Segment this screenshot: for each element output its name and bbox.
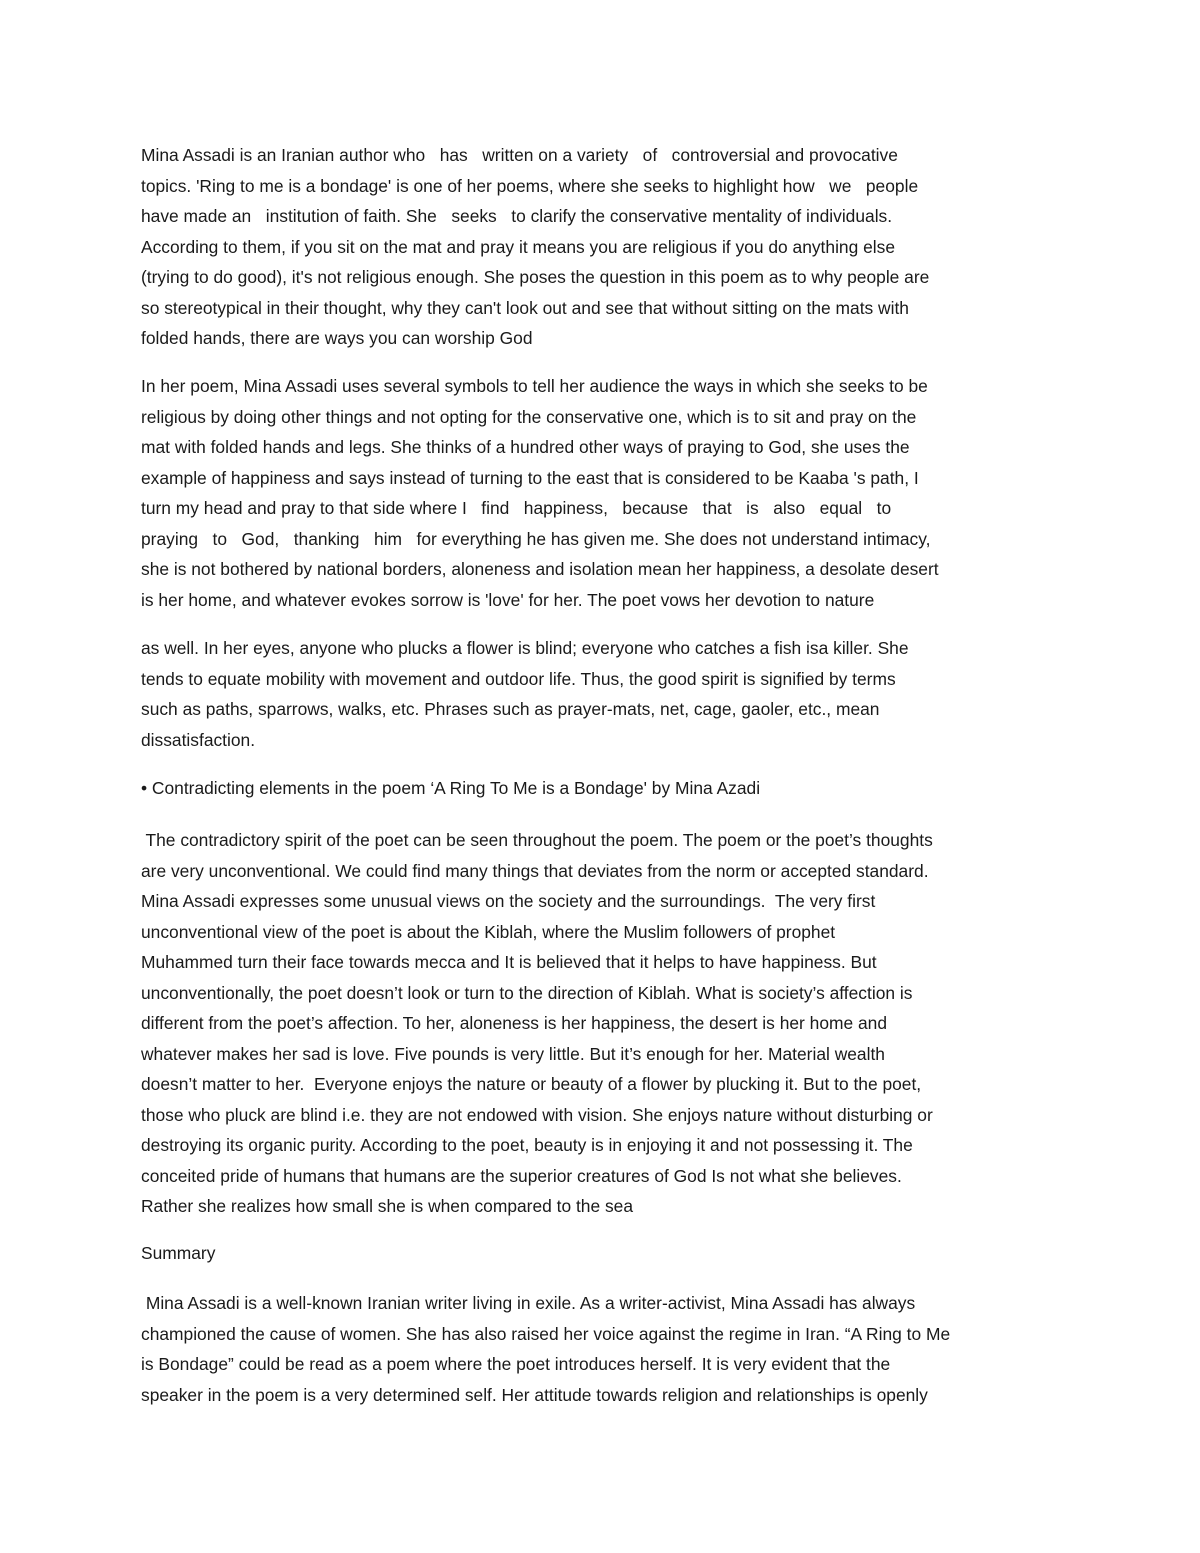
paragraph-symbols (141, 371, 1061, 615)
text-line: example of happiness and says instead of turning to the east that is considered to be Kaaba 's path, I (141, 467, 919, 488)
text-line: Rather she realizes how small she is when compared to the sea (141, 1196, 634, 1216)
text-line: doesn’t matter to her. Everyone enjoys the nature or beauty of a flower by plucking it. But to the poet, (141, 1074, 922, 1094)
paragraph-intro (141, 140, 1061, 354)
text-line: championed the cause of women. She has also raised her voice against the regime in Iran. “A Ring to Me (141, 1323, 951, 1344)
text-line: The contradictory spirit of the poet can be seen throughout the poem. The poem or the poet’s thoughts (141, 830, 933, 850)
paragraph-summary (141, 1288, 1061, 1410)
text-line: is Bondage” could be read as a poem where the poet introduces herself. It is very evident that the (141, 1354, 891, 1374)
text-line: religious by doing other things and not opting for the conservative one, which is to sit and pray on the (141, 406, 917, 427)
text-line: such as paths, sparrows, walks, etc. Phrases such as prayer-mats, net, cage, gaoler, etc., mean (141, 699, 880, 719)
text-line: so stereotypical in their thought, why they can't look out and see that without sitting on the mats with (141, 297, 909, 318)
text-line: Muhammed turn their face towards mecca and It is believed that it helps to have happiness. But (141, 952, 877, 972)
text-line: topics. 'Ring to me is a bondage' is one of her poems, where she seeks to highlight how we people (141, 175, 919, 196)
text-line: speaker in the poem is a very determined self. Her attitude towards religion and relationships is openly (141, 1384, 928, 1405)
text-line: have made an institution of faith. She seeks to clarify the conservative mentality of individuals. (141, 206, 893, 226)
bullet-item: • Contradicting elements in the poem ‘A Ring To Me is a Bondage' by Mina Azadi (141, 778, 761, 798)
text-line: those who pluck are blind i.e. they are not endowed with vision. She enjoys nature without disturbing or (141, 1104, 933, 1125)
text-line: different from the poet’s affection. To her, aloneness is her happiness, the desert is her home and (141, 1013, 888, 1033)
text-line: Mina Assadi is a well-known Iranian writer living in exile. As a writer-activist, Mina Assadi has always (141, 1293, 916, 1313)
text-line: In her poem, Mina Assadi uses several symbols to tell her audience the ways in which she seeks to be (141, 376, 928, 396)
text-line: destroying its organic purity. According to the poet, beauty is in enjoying it and not possessing it. The (141, 1135, 913, 1155)
text-line: turn my head and pray to that side where I find happiness, because that is also equal to (141, 498, 892, 518)
text-line: tends to equate mobility with movement and outdoor life. Thus, the good spirit is signified by terms (141, 668, 896, 689)
text-line: According to them, if you sit on the mat and pray it means you are religious if you do anything else (141, 236, 896, 257)
text-line: (trying to do good), it's not religious enough. She poses the question in this poem as to why people are (141, 267, 930, 287)
text-line: conceited pride of humans that humans are the superior creatures of God Is not what she believes. (141, 1165, 902, 1186)
text-line: she is not bothered by national borders, aloneness and isolation mean her happiness, a desolate desert (141, 559, 939, 579)
text-line: praying to God, thanking him for everything he has given me. She does not understand intimacy, (141, 528, 931, 549)
text-line: unconventionally, the poet doesn’t look or turn to the direction of Kiblah. What is society’s affection is (141, 982, 913, 1003)
section-heading: Summary (141, 1243, 216, 1263)
paragraph-nature (141, 633, 1061, 755)
text-line: whatever makes her sad is love. Five pounds is very little. But it’s enough for her. Material wealth (141, 1043, 885, 1064)
text-line: mat with folded hands and legs. She thinks of a hundred other ways of praying to God, she uses the (141, 437, 910, 457)
text-line: Mina Assadi expresses some unusual views on the society and the surroundings. The very first (141, 891, 876, 911)
text-line: Mina Assadi is an Iranian author who has written on a variety of controversial and provocative (141, 145, 898, 165)
text-line: dissatisfaction. (141, 729, 256, 750)
paragraph-contradictions (141, 825, 1061, 1222)
text-line: is her home, and whatever evokes sorrow is 'love' for her. The poet vows her devotion to nature (141, 589, 875, 610)
text-line: are very unconventional. We could find many things that deviates from the norm or accepted standard. (141, 860, 929, 881)
bullet-heading (141, 773, 1061, 804)
text-line: unconventional view of the poet is about the Kiblah, where the Muslim followers of prophet (141, 921, 836, 942)
summary-heading (141, 1238, 1061, 1269)
text-line: as well. In her eyes, anyone who plucks a flower is blind; everyone who catches a fish isa killer. She (141, 638, 909, 658)
text-line: folded hands, there are ways you can worship God (141, 328, 533, 348)
